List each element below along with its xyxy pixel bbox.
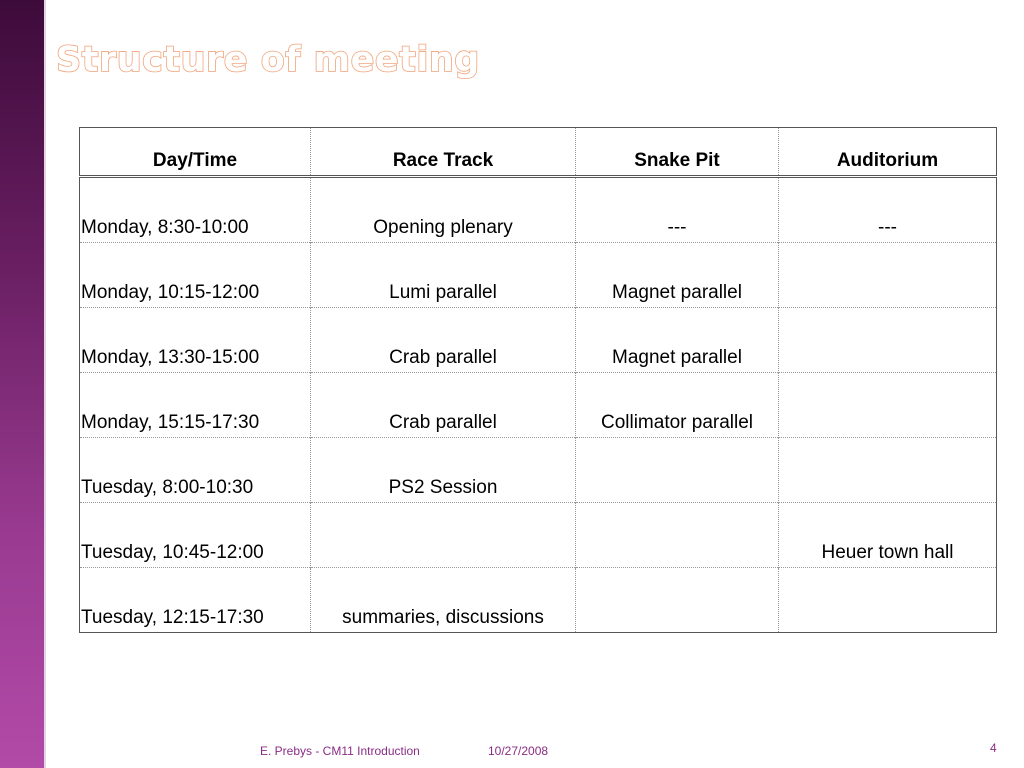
header-snake-pit: Snake Pit xyxy=(576,128,779,177)
cell-auditorium: Heuer town hall xyxy=(779,503,997,568)
cell-race-track: summaries, discussions xyxy=(311,568,576,633)
cell-snake-pit xyxy=(576,438,779,503)
table-row xyxy=(80,503,997,568)
footer-author: E. Prebys - CM11 Introduction xyxy=(260,744,420,758)
header-race-track: Race Track xyxy=(311,128,576,177)
cell-auditorium xyxy=(779,243,997,308)
cell-day-time: Monday, 13:30-15:00 xyxy=(80,308,311,373)
table-row xyxy=(80,568,997,633)
cell-race-track: Crab parallel xyxy=(311,373,576,438)
cell-race-track: Lumi parallel xyxy=(311,243,576,308)
cell-auditorium: --- xyxy=(779,177,997,243)
header-auditorium: Auditorium xyxy=(779,128,997,177)
cell-snake-pit: --- xyxy=(576,177,779,243)
sidebar-edge-line xyxy=(44,0,46,768)
cell-auditorium xyxy=(779,438,997,503)
footer-date: 10/27/2008 xyxy=(488,744,549,758)
cell-race-track: Crab parallel xyxy=(311,308,576,373)
slide-title: Structure of meeting xyxy=(56,40,480,80)
cell-auditorium xyxy=(779,373,997,438)
table-header-row xyxy=(80,128,997,177)
cell-race-track: PS2 Session xyxy=(311,438,576,503)
table-row xyxy=(80,438,997,503)
cell-auditorium xyxy=(779,568,997,633)
cell-snake-pit xyxy=(576,503,779,568)
sidebar-gradient-bar xyxy=(0,0,44,768)
cell-day-time: Tuesday, 8:00-10:30 xyxy=(80,438,311,503)
cell-race-track xyxy=(311,503,576,568)
cell-snake-pit: Magnet parallel xyxy=(576,308,779,373)
table-row xyxy=(80,308,997,373)
table-row xyxy=(80,243,997,308)
cell-day-time: Tuesday, 10:45-12:00 xyxy=(80,503,311,568)
cell-auditorium xyxy=(779,308,997,373)
cell-snake-pit xyxy=(576,568,779,633)
schedule-table xyxy=(79,127,997,633)
header-day-time: Day/Time xyxy=(80,128,311,177)
table-row xyxy=(80,177,997,243)
cell-day-time: Monday, 15:15-17:30 xyxy=(80,373,311,438)
cell-day-time: Monday, 8:30-10:00 xyxy=(80,177,311,243)
cell-snake-pit: Collimator parallel xyxy=(576,373,779,438)
cell-day-time: Monday, 10:15-12:00 xyxy=(80,243,311,308)
table-row xyxy=(80,373,997,438)
page-number: 4 xyxy=(990,741,997,755)
cell-race-track: Opening plenary xyxy=(311,177,576,243)
cell-snake-pit: Magnet parallel xyxy=(576,243,779,308)
cell-day-time: Tuesday, 12:15-17:30 xyxy=(80,568,311,633)
